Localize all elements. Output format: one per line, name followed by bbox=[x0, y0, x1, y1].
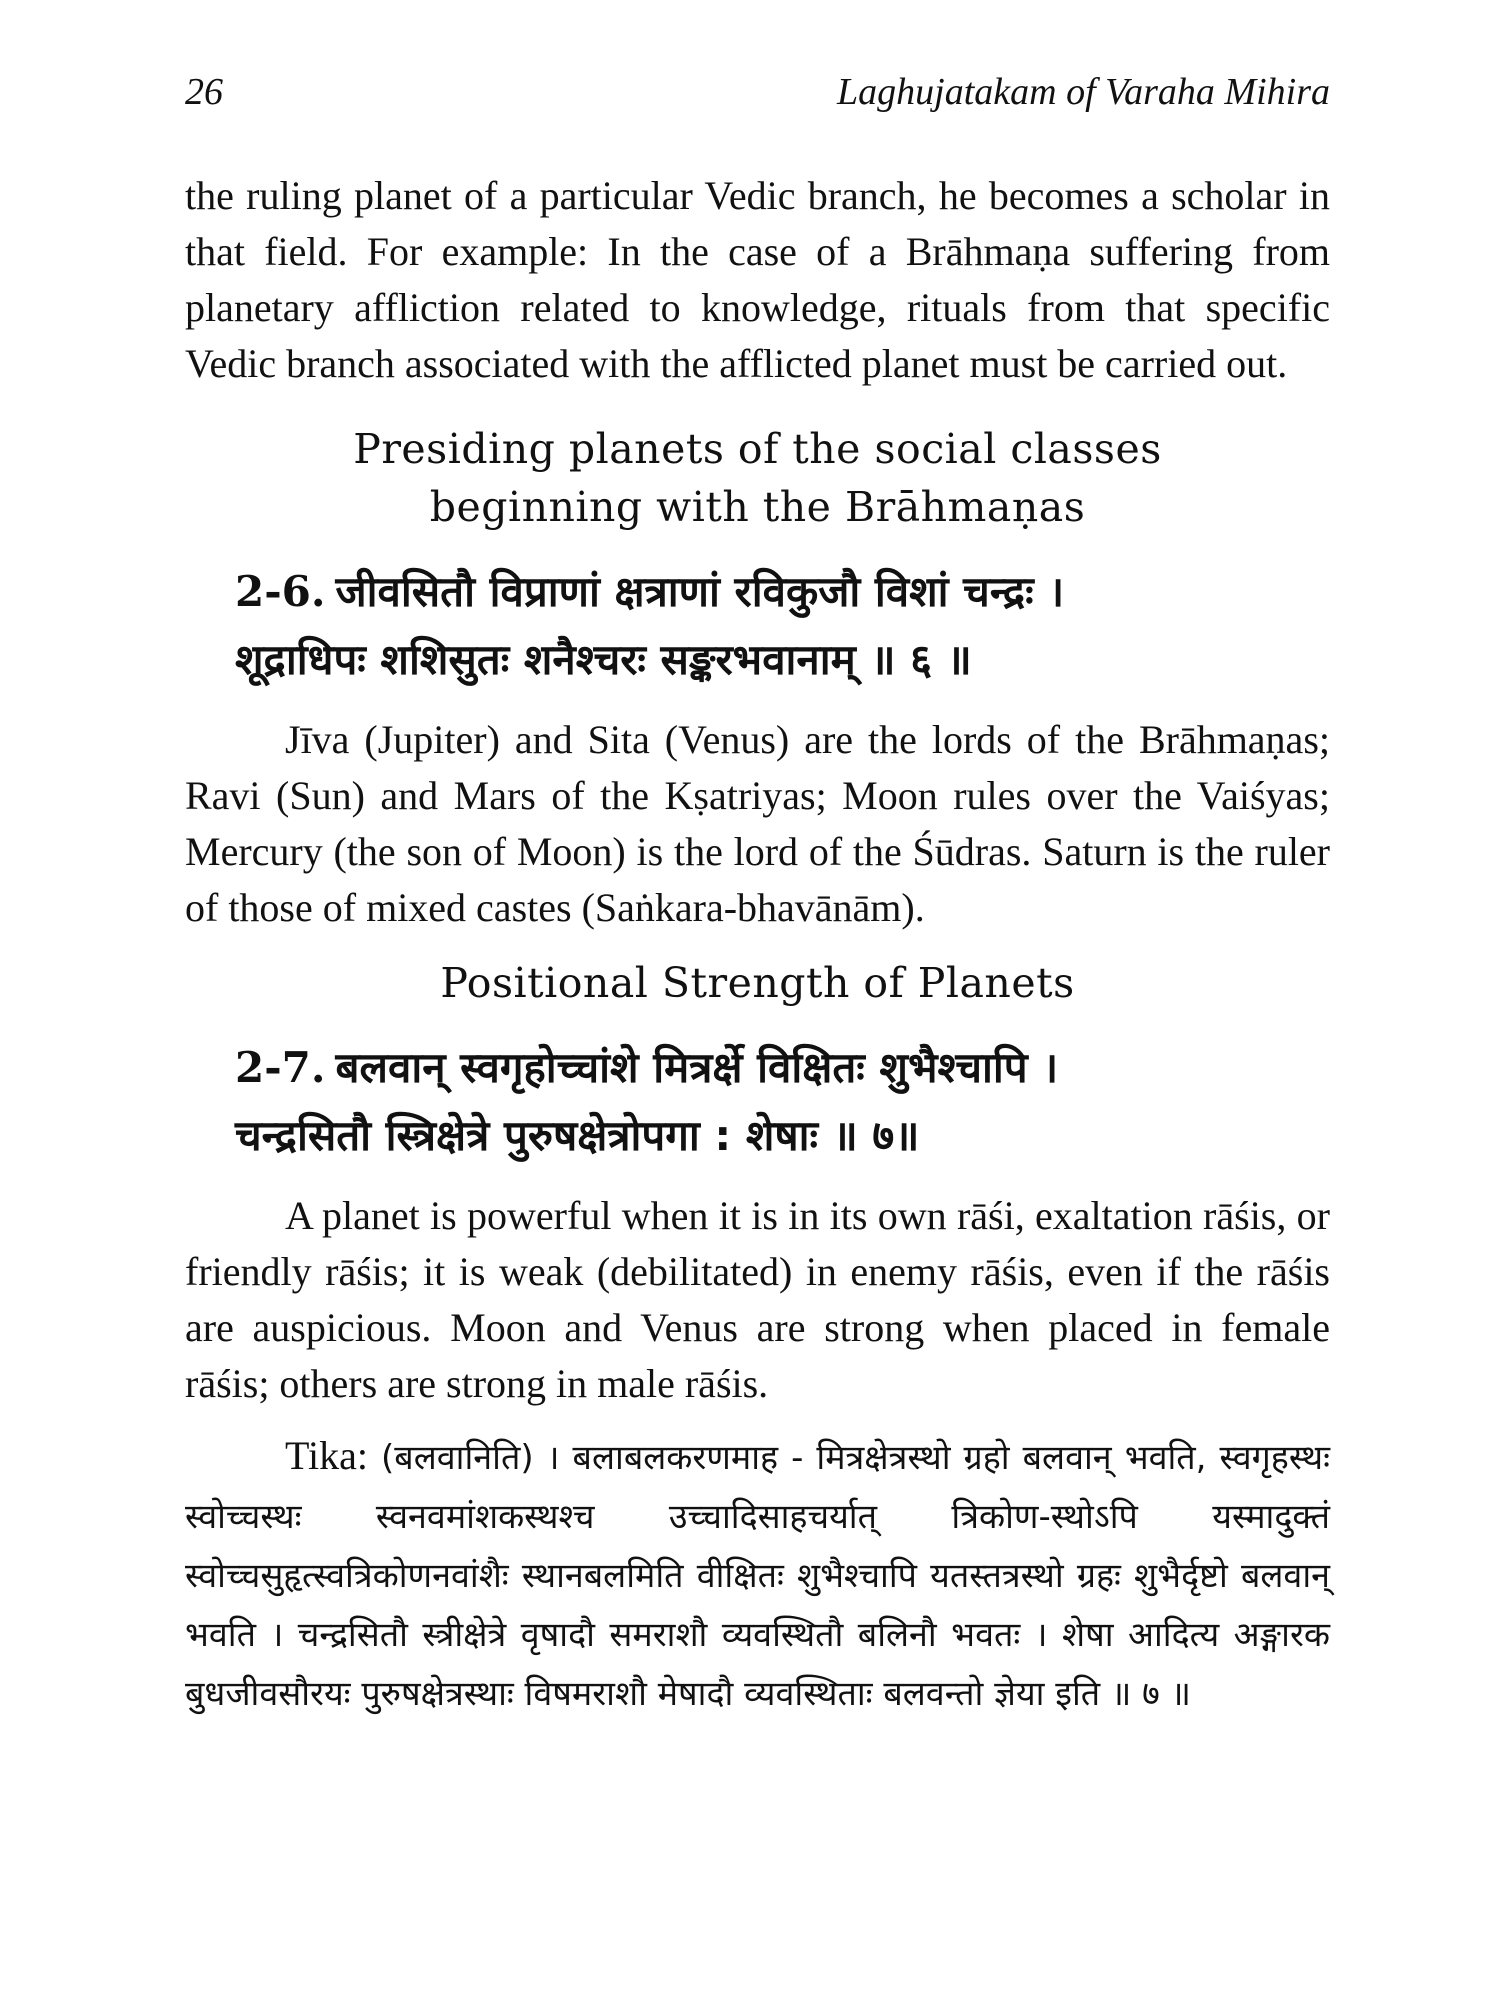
tika-label: Tika: bbox=[285, 1433, 369, 1478]
section-heading-social-classes bbox=[185, 420, 1330, 536]
verse-number: 2-6. bbox=[235, 567, 326, 616]
translation-2-6: Jīva (Jupiter) and Sita (Venus) are the lords of the Brāhmaṇas; Ravi (Sun) and Mars of the Kṣatriyas; Moon rules over the Vaiśyas; Mercury (the son of Moon) is the lord of the Śūdras. Saturn is the ruler of those of mixed castes (Saṅkara-bhavānām). bbox=[185, 717, 1330, 930]
verse-number: 2-7. bbox=[235, 1043, 326, 1092]
heading-line-2: beginning with the Brāhmaṇas bbox=[429, 483, 1086, 531]
verse-2-6-line-1 bbox=[185, 558, 1330, 626]
verse-2-6 bbox=[185, 558, 1330, 694]
section-heading-positional-strength: Positional Strength of Planets bbox=[440, 959, 1075, 1007]
verse-2-6-line-2: शूद्राधिपः शशिसुतः शनैश्चरः सङ्करभवानाम् ॥ ६ ॥ bbox=[235, 635, 972, 684]
translation-2-7: A planet is powerful when it is in its own rāśi, exaltation rāśis, or friendly rāśis; it is weak (debilitated) in enemy rāśis, even if the rāśis are auspicious. Moon and Venus are strong when placed in female rāśis; others are strong in male rāśis. bbox=[185, 1193, 1330, 1406]
verse-2-7 bbox=[185, 1034, 1330, 1170]
tika-commentary bbox=[185, 1426, 1330, 1724]
tika-text: (बलवानिति) । बलाबलकरणमाह - मित्रक्षेत्रस्थो ग्रहो बलवान् भवति, स्वगृहस्थः स्वोच्चस्थः स्वनवमांशकस्थश्च उच्चादिसाहचर्यात् त्रिकोण-स्थोऽपि यस्मादुक्तं स्वोच्चसुहृत्स्वत्रिकोणनवांशैः स्थानबलमिति वीक्षितः शुभैश्चापि यतस्तत्रस्थो ग्रहः शुभैर्दृष्टो बलवान् भवति । चन्द्रसितौ स्त्रीक्षेत्रे वृषादौ समराशौ व्यवस्थितौ बलिनौ भवतः । शेषा आदित्य अङ्गारक बुधजीवसौरयः पुरुषक्षेत्रस्थाः विषमराशौ मेषादौ व्यवस्थिताः बलवन्तो ज्ञेया इति ॥ ७ ॥ bbox=[185, 1438, 1330, 1714]
verse-2-7-line-2: चन्द्रसितौ स्त्रिक्षेत्रे पुरुषक्षेत्रोपगा : शेषाः ॥ ७॥ bbox=[235, 1111, 920, 1160]
verse-text: बलवान् स्वगृहोच्चांशे मित्रर्क्षे विक्षितः शुभैश्चापि । bbox=[335, 1043, 1059, 1092]
heading-line-1: Presiding planets of the social classes bbox=[353, 425, 1162, 473]
running-title: Laghujatakam of Varaha Mihira bbox=[837, 71, 1330, 113]
running-head bbox=[185, 70, 1330, 140]
page-number: 26 bbox=[185, 71, 223, 113]
intro-paragraph: the ruling planet of a particular Vedic branch, he becomes a scholar in that field. For example: In the case of a Brāhmaṇa suffering from planetary affliction related to knowledge, rituals from that specific Vedic branch associated with the afflicted planet must be carried out. bbox=[185, 173, 1330, 386]
verse-text: जीवसितौ विप्राणां क्षत्राणां रविकुजौ विशां चन्द्रः । bbox=[335, 567, 1065, 616]
verse-2-7-line-1 bbox=[185, 1034, 1330, 1102]
